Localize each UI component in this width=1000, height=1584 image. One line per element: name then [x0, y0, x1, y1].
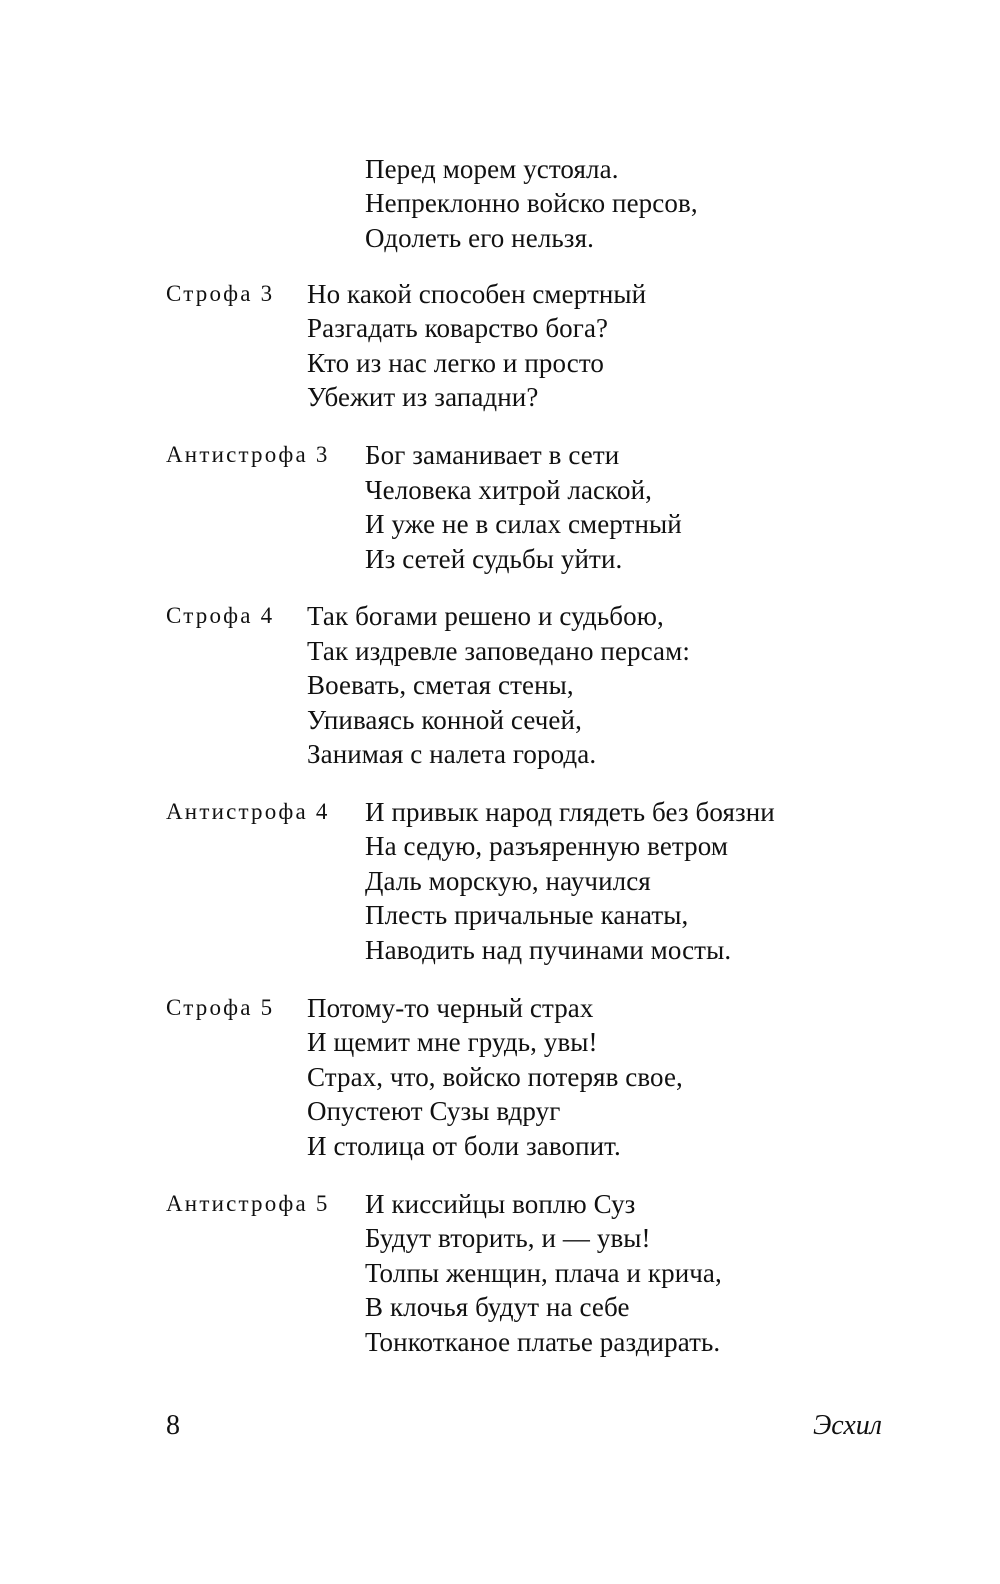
- verse-line: Опустеют Сузы вдруг: [307, 1096, 561, 1126]
- verse-line: Человека хитрой лаской,: [365, 475, 652, 505]
- verse-line: Так издревле заповедано персам:: [307, 636, 690, 666]
- stanza-label: Антистрофа 3: [166, 442, 330, 467]
- verse-line: И столица от боли завопит.: [307, 1131, 621, 1161]
- stanza-label: Строфа 3: [166, 281, 275, 306]
- verse-line: Страх, что, войско потеряв свое,: [307, 1062, 683, 1092]
- verse-line: Кто из нас легко и просто: [307, 348, 604, 378]
- verse-line: В клочья будут на себе: [365, 1292, 630, 1322]
- verse-line: И киссийцы воплю Суз: [365, 1189, 636, 1219]
- page-number: 8: [166, 1410, 180, 1441]
- verse-line: Разгадать коварство бога?: [307, 313, 609, 343]
- verse-line: Одолеть его нельзя.: [365, 223, 594, 253]
- running-head-author: Эсхил: [812, 1410, 882, 1441]
- verse-line: Так богами решено и судьбою,: [307, 601, 664, 631]
- verse-line: И уже не в силах смертный: [365, 509, 682, 539]
- verse-line: И щемит мне грудь, увы!: [307, 1027, 598, 1057]
- verse-line: Наводить над пучинами мосты.: [365, 935, 732, 965]
- verse-line: Тонкотканое платье раздирать.: [365, 1327, 721, 1357]
- verse-line: Плесть причальные канаты,: [365, 900, 689, 930]
- verse-line: Убежит из западни?: [307, 382, 539, 412]
- verse-line: Из сетей судьбы уйти.: [365, 544, 623, 574]
- verse-line: Упиваясь конной сечей,: [307, 705, 582, 735]
- stanza-label: Антистрофа 4: [166, 799, 330, 824]
- verse-line: Непреклонно войско персов,: [365, 188, 698, 218]
- verse-line: Занимая с налета города.: [307, 739, 597, 769]
- verse-line: Потому-то черный страх: [307, 993, 594, 1023]
- verse-line: Будут вторить, и — увы!: [365, 1223, 651, 1253]
- verse-line: Воевать, сметая стены,: [307, 670, 574, 700]
- verse-line: Но какой способен смертный: [307, 279, 647, 309]
- stanza-label: Антистрофа 5: [166, 1191, 330, 1216]
- stanza-label: Строфа 5: [166, 995, 275, 1020]
- stanza-label: Строфа 4: [166, 603, 275, 628]
- verse-line: Бог заманивает в сети: [365, 440, 620, 470]
- verse-line: Перед морем устояла.: [365, 154, 619, 184]
- verse-line: И привык народ глядеть без боязни: [365, 797, 775, 827]
- verse-line: Даль морскую, научился: [365, 866, 651, 896]
- verse-line: Толпы женщин, плача и крича,: [365, 1258, 722, 1288]
- verse-line: На седую, разъяренную ветром: [365, 831, 729, 861]
